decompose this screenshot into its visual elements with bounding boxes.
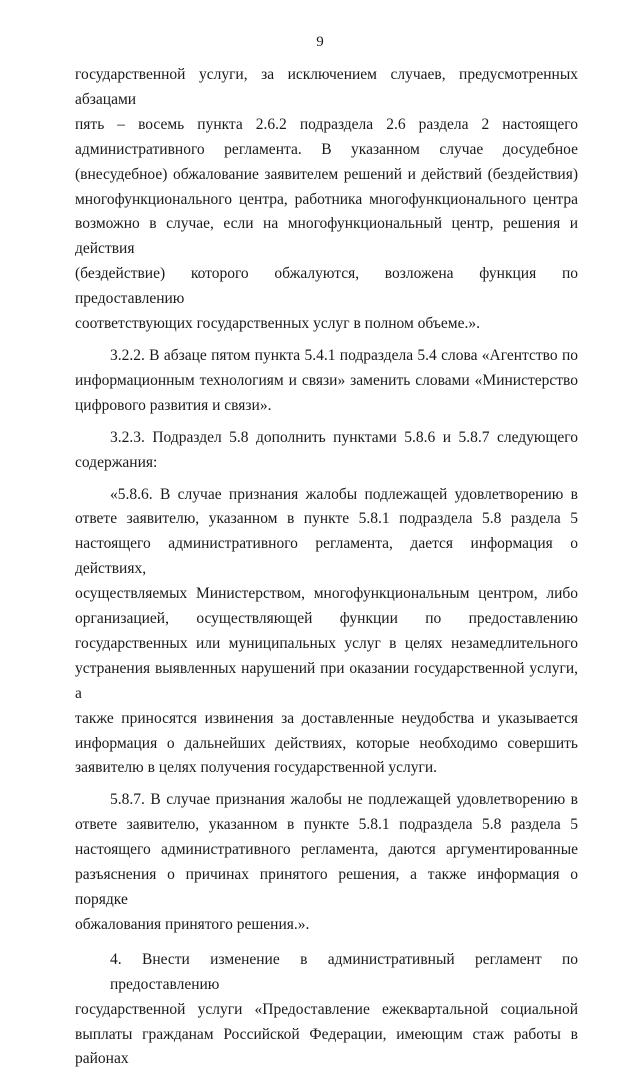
paragraph-item-4 xyxy=(75,948,578,1072)
text-line: «5.8.6. В случае признания жалобы подлежащей удовлетворению в xyxy=(110,485,578,503)
text-line: (бездействие) которого обжалуются, возложена функция по предоставлению xyxy=(75,265,578,308)
text-line: информация о дальнейших действиях, которые необходимо совершить xyxy=(75,734,578,752)
text-line: разъяснения о причинах принятого решения, а также информация о порядке xyxy=(75,866,578,908)
text-line: административного регламента. В указанном случае досудебное xyxy=(75,140,578,158)
text-line: устранения выявленных нарушений при оказании государственной услуги, а xyxy=(75,659,578,702)
text-line: выплаты гражданам Российской Федерации, имеющим стаж работы в районах xyxy=(75,1025,578,1068)
text-line: содержания: xyxy=(75,453,158,471)
text-line: соответствующих государственных услуг в полном объеме.». xyxy=(75,315,480,333)
paragraph-5-8-6 xyxy=(75,483,578,782)
text-line: также приносятся извинения за доставленные неудобства и указывается xyxy=(75,709,578,727)
text-line: 4. Внести изменение в административный регламент по предоставлению xyxy=(110,950,578,993)
text-line: 3.2.3. Подраздел 5.8 дополнить пунктами 5.8.6 и 5.8.7 следующего xyxy=(110,428,578,446)
text-line: ответе заявителю, указанном в пункте 5.8.1 подраздела 5.8 раздела 5 xyxy=(75,510,578,528)
paragraph-3-2-2 xyxy=(75,344,578,419)
page-number: 9 xyxy=(316,34,324,50)
text-line: пять – восемь пункта 2.6.2 подраздела 2.6 раздела 2 настоящего xyxy=(75,115,578,133)
paragraph-continuation xyxy=(75,63,578,337)
text-line: обжалования принятого решения.». xyxy=(75,915,310,933)
text-line: многофункционального центра, работника многофункционального центра xyxy=(75,190,578,208)
text-line: осуществляемых Министерством, многофункциональным центром, либо xyxy=(75,585,578,603)
text-line: настоящего административного регламента, даются аргументированные xyxy=(75,841,578,859)
text-line: ответе заявителю, указанном в пункте 5.8.1 подраздела 5.8 раздела 5 xyxy=(75,816,578,834)
text-line: возможно в случае, если на многофункциональный центр, решения и действия xyxy=(75,215,578,258)
text-line: настоящего административного регламента, дается информация о действиях, xyxy=(75,535,578,578)
text-line: цифрового развития и связи». xyxy=(75,396,272,414)
text-line: государственных или муниципальных услуг в целях незамедлительного xyxy=(75,634,578,652)
text-line: заявителю в целях получения государственной услуги. xyxy=(75,759,438,777)
text-line: (внесудебное) обжалование заявителем решений и действий (бездействия) xyxy=(75,165,578,183)
text-line: государственной услуги, за исключением случаев, предусмотренных абзацами xyxy=(75,66,578,108)
text-line: организацией, осуществляющей функции по предоставлению xyxy=(75,610,578,628)
text-line: 5.8.7. В случае признания жалобы не подлежащей удовлетворению в xyxy=(110,791,578,809)
paragraph-5-8-7 xyxy=(75,788,578,937)
document-body xyxy=(75,63,578,1072)
text-line: информационным технологиям и связи» заменить словами «Министерство xyxy=(75,371,578,389)
paragraph-3-2-3 xyxy=(75,426,578,476)
text-line: 3.2.2. В абзаце пятом пункта 5.4.1 подраздела 5.4 слова «Агентство по xyxy=(110,346,578,364)
text-line: государственной услуги «Предоставление ежеквартальной социальной xyxy=(75,1000,578,1018)
